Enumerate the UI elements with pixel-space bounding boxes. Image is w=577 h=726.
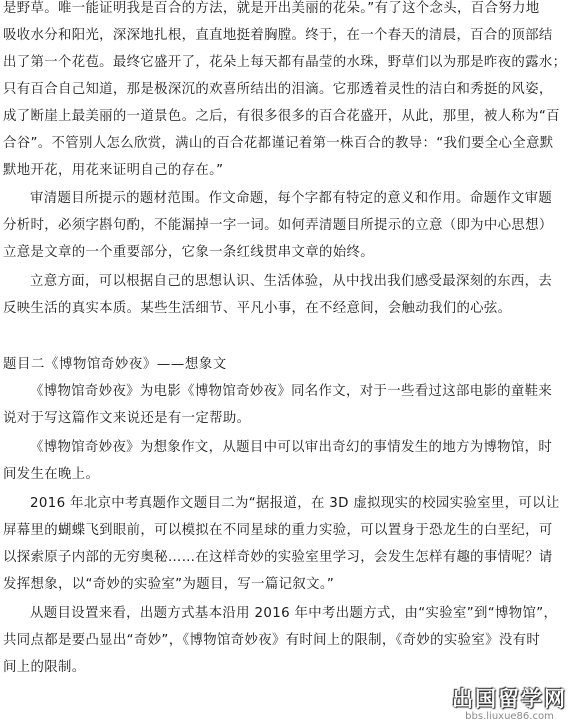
- text-line: 出了第一个花苞。最终它盛开了，花朵上每天都有晶莹的水珠，野草们以为那是昨夜的露水；: [3, 55, 567, 70]
- text-line: 成了断崖上最美丽的一道景色。之后，有很多很多的百合花盛开，从此，那里，被人称为“百: [3, 109, 560, 124]
- text-line: 分析时，必须字斟句酌，不能漏掉一字一词。如何弄清题目所提示的立意（即为中心思想）: [3, 218, 553, 233]
- section-heading: 题目二《博物馆奇妙夜》——想象文: [3, 357, 227, 372]
- watermark-logo: [452, 687, 567, 723]
- text-line: 屏幕里的蝴蝶飞到眼前，可以模拟在不同星球的重力实验，可以置身于恐龙生的白垩纪，可: [3, 523, 553, 538]
- text-line: 2016 年北京中考真题作文题目二为“据报道，在 3D 虚拟现实的校园实验室里，可以让: [30, 496, 560, 511]
- text-line: 合谷”。不管别人怎么欣赏，满山的百合花都谨记着第一株百合的教导：“我们要全心全意默: [3, 136, 554, 151]
- text-line: 立意方面，可以根据自己的思想认识、生活体验，从中找出我们感受最深刻的东西，去: [30, 274, 553, 289]
- text-line: 审清题目所提示的题材范围。作文命题，每个字都有特定的意义和作用。命题作文审题: [30, 191, 553, 206]
- text-line: 《博物馆奇妙夜》为想象作文，从题目中可以审出奇幻的事情发生的地方为博物馆，时: [30, 440, 553, 455]
- text-line: 吸收水分和阳光，深深地扎根，直直地挺着胸膛。终于，在一个春天的清晨，百合的顶部结: [3, 28, 553, 43]
- text-line: 间发生在晚上。: [3, 467, 100, 482]
- text-line: 以探索原子内部的无穷奥秘……在这样奇妙的实验室里学习，会发生怎样有趣的事情呢？请: [3, 550, 553, 565]
- text-line: 共同点都是要凸显出“奇妙”，《博物馆奇妙夜》有时间上的限制，《奇妙的实验室》没有时: [3, 633, 541, 648]
- text-line: 反映生活的真实本质。某些生活细节、平凡小事，在不经意间，会触动我们的心弦。: [3, 301, 512, 316]
- text-line: 发挥想象，以“奇妙的实验室”为题目，写一篇记叙文。”: [3, 577, 335, 592]
- text-line: 从题目设置来看，出题方式基本沿用 2016 年中考出题方式，由“实验室”到“博物馆”，: [30, 606, 558, 621]
- text-line: 默地开花，用花来证明自己的存在。”: [3, 163, 224, 178]
- text-line: 立意是文章的一个重要部分，它象一条红线贯串文章的始终。: [3, 245, 374, 260]
- text-line: 是野草。唯一能证明我是百合的方法，就是开出美丽的花朵。”有了这个念头，百合努力地: [3, 1, 540, 16]
- text-line: 《博物馆奇妙夜》为电影《博物馆奇妙夜》同名作文，对于一些看过这部电影的童鞋来: [30, 384, 553, 399]
- text-line: 间上的限制。: [3, 660, 86, 675]
- watermark-url: bbs.liuxue86.com: [465, 711, 554, 722]
- text-line: 说对于写这篇作文来说还是有一定帮助。: [3, 411, 251, 426]
- text-line: 只有百合自己知道，那是极深沉的欢喜所结出的泪滴。它那透着灵性的洁白和秀挺的风姿，: [3, 82, 553, 97]
- watermark-brand: 出国留学网: [452, 687, 567, 711]
